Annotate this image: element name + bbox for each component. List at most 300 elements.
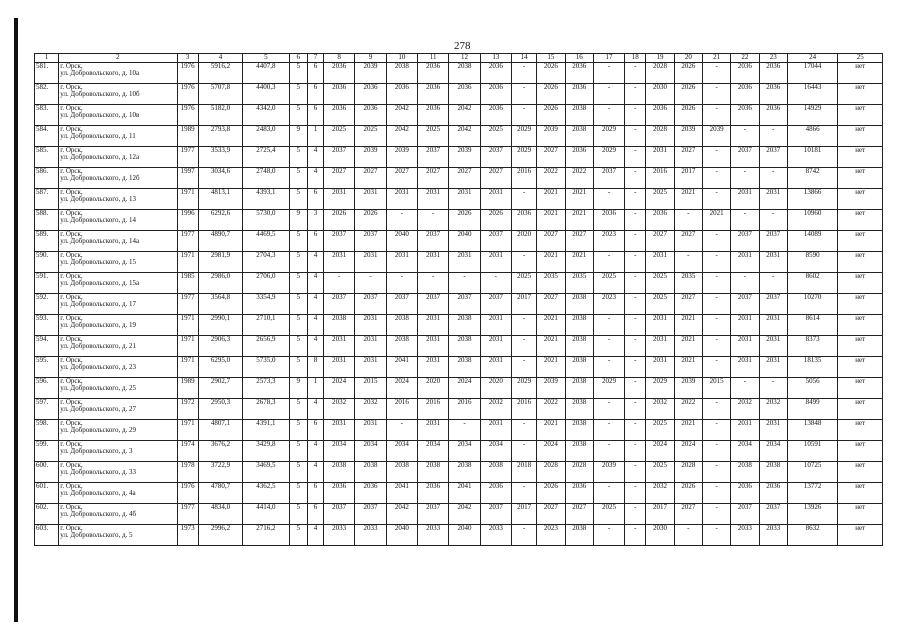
data-cell: 2031: [418, 420, 449, 441]
data-cell: 2678,3: [243, 399, 289, 420]
data-cell: -: [625, 336, 646, 357]
data-cell: 16443: [787, 84, 838, 105]
data-cell: 14089: [787, 231, 838, 252]
address-street: ул. Добровольского, д. 10а: [60, 69, 140, 78]
data-cell: 2037: [480, 231, 511, 252]
data-cell: 8499: [787, 399, 838, 420]
data-cell: 2950,3: [198, 399, 242, 420]
data-cell: 2031: [646, 357, 674, 378]
data-cell: 2037: [355, 231, 386, 252]
data-cell: 2021: [565, 210, 593, 231]
table-row: [35, 147, 883, 168]
data-cell: 1976: [177, 63, 198, 84]
data-cell: 2031: [418, 252, 449, 273]
address-street: ул. Добровольского, д. 4б: [60, 510, 137, 519]
address-street: ул. Добровольского, д. 10б: [60, 90, 140, 99]
data-cell: -: [702, 168, 730, 189]
data-cell: 2038: [565, 126, 593, 147]
data-cell: 2036: [731, 63, 759, 84]
data-cell: 8: [307, 357, 323, 378]
address-cell: [59, 168, 177, 189]
column-header: 5: [243, 54, 289, 63]
data-cell: 2027: [386, 168, 417, 189]
data-cell: 2038: [449, 357, 480, 378]
data-cell: 2027: [480, 168, 511, 189]
table-row: [35, 231, 883, 252]
data-cell: 2710,1: [243, 315, 289, 336]
column-header: 1: [35, 54, 59, 63]
data-cell: 2036: [418, 63, 449, 84]
data-cell: 4: [307, 525, 323, 546]
data-cell: 2036: [480, 63, 511, 84]
address-city: г. Орск,: [60, 356, 83, 364]
data-cell: 2023: [593, 231, 624, 252]
address-street: ул. Добровольского, д. 13: [60, 195, 137, 204]
data-cell: 2025: [646, 420, 674, 441]
data-cell: 2036: [355, 105, 386, 126]
data-cell: 2037: [731, 294, 759, 315]
data-cell: 6: [307, 420, 323, 441]
data-cell: 2035: [537, 273, 565, 294]
data-cell: -: [511, 84, 536, 105]
data-cell: 2037: [593, 168, 624, 189]
data-cell: 2725,4: [243, 147, 289, 168]
data-cell: 5735,0: [243, 357, 289, 378]
data-cell: 13926: [787, 504, 838, 525]
data-cell: 2990,1: [198, 315, 242, 336]
data-cell: 2031: [324, 336, 355, 357]
data-cell: 2031: [386, 252, 417, 273]
table-row: [35, 105, 883, 126]
data-cell: 2033: [759, 525, 787, 546]
data-cell: 2040: [386, 231, 417, 252]
data-cell: 5: [289, 63, 307, 84]
column-header: 14: [511, 54, 536, 63]
data-cell: 2037: [324, 231, 355, 252]
data-cell: 10181: [787, 147, 838, 168]
data-cell: 2037: [355, 294, 386, 315]
data-cell: -: [625, 84, 646, 105]
data-cell: 1971: [177, 189, 198, 210]
data-cell: 2031: [646, 252, 674, 273]
table-row: [35, 84, 883, 105]
data-cell: 2038: [565, 378, 593, 399]
data-cell: 2026: [355, 210, 386, 231]
data-cell: -: [702, 441, 730, 462]
data-cell: 2021: [537, 336, 565, 357]
column-header: 19: [646, 54, 674, 63]
data-cell: 2031: [759, 252, 787, 273]
row-number: 600.: [35, 462, 59, 483]
data-cell: 2025: [646, 189, 674, 210]
data-cell: 2037: [418, 147, 449, 168]
data-cell: 2037: [759, 504, 787, 525]
data-cell: -: [418, 273, 449, 294]
column-header: 2: [59, 54, 177, 63]
table-row: [35, 441, 883, 462]
data-cell: -: [759, 378, 787, 399]
data-cell: 3533,9: [198, 147, 242, 168]
data-cell: 2036: [646, 210, 674, 231]
data-cell: 2038: [449, 462, 480, 483]
data-cell: 4807,1: [198, 420, 242, 441]
data-cell: -: [511, 252, 536, 273]
data-cell: 2036: [418, 105, 449, 126]
data-cell: 4813,1: [198, 189, 242, 210]
data-cell: -: [324, 273, 355, 294]
data-cell: 2025: [480, 126, 511, 147]
data-cell: -: [625, 378, 646, 399]
data-cell: 2038: [386, 63, 417, 84]
data-cell: 2031: [386, 189, 417, 210]
address-cell: [59, 504, 177, 525]
data-cell: 2027: [674, 147, 702, 168]
data-cell: 2031: [324, 357, 355, 378]
data-cell: 2036: [324, 63, 355, 84]
data-cell: 2025: [355, 126, 386, 147]
data-cell: 2036: [324, 84, 355, 105]
data-cell: 2031: [731, 189, 759, 210]
data-cell: -: [593, 63, 624, 84]
data-cell: 2018: [511, 462, 536, 483]
data-cell: 13866: [787, 189, 838, 210]
data-cell: 2024: [324, 378, 355, 399]
data-cell: 2037: [418, 294, 449, 315]
data-cell: 2034: [480, 441, 511, 462]
data-cell: 2038: [386, 462, 417, 483]
column-header: 6: [289, 54, 307, 63]
data-cell: 2036: [565, 63, 593, 84]
data-cell: 2656,9: [243, 336, 289, 357]
data-cell: -: [625, 441, 646, 462]
data-cell: 1971: [177, 252, 198, 273]
address-cell: [59, 420, 177, 441]
data-cell: -: [593, 399, 624, 420]
data-cell: 2036: [418, 483, 449, 504]
data-cell: 1989: [177, 126, 198, 147]
row-number: 594.: [35, 336, 59, 357]
data-cell: 2029: [593, 378, 624, 399]
data-cell: -: [625, 168, 646, 189]
data-cell: 3: [307, 210, 323, 231]
data-cell: 2020: [511, 231, 536, 252]
address-city: г. Орск,: [60, 251, 83, 259]
data-cell: 2031: [646, 336, 674, 357]
data-cell: 9: [289, 378, 307, 399]
data-cell: 2029: [646, 378, 674, 399]
address-street: ул. Добровольского, д. 19: [60, 321, 137, 330]
data-cell: 2037: [759, 294, 787, 315]
column-header: 24: [787, 54, 838, 63]
data-cell: 2026: [674, 63, 702, 84]
address-city: г. Орск,: [60, 104, 83, 112]
data-cell: 1: [307, 378, 323, 399]
data-cell: 2038: [565, 357, 593, 378]
data-cell: 2031: [355, 336, 386, 357]
data-cell: -: [702, 483, 730, 504]
row-number: 582.: [35, 84, 59, 105]
data-cell: 6292,6: [198, 210, 242, 231]
data-cell: 2026: [537, 105, 565, 126]
table-row: [35, 378, 883, 399]
data-cell: 4: [307, 399, 323, 420]
data-cell: -: [625, 147, 646, 168]
data-cell: 5: [289, 168, 307, 189]
column-header: 3: [177, 54, 198, 63]
data-cell: 2031: [759, 357, 787, 378]
data-cell: -: [759, 273, 787, 294]
data-cell: 2036: [324, 483, 355, 504]
table-row: [35, 210, 883, 231]
data-cell: 1971: [177, 336, 198, 357]
data-cell: 2039: [593, 462, 624, 483]
column-header: 12: [449, 54, 480, 63]
data-cell: 1976: [177, 84, 198, 105]
data-cell: 2024: [449, 378, 480, 399]
table-row: [35, 399, 883, 420]
data-cell: 2981,9: [198, 252, 242, 273]
data-cell: 2027: [537, 147, 565, 168]
data-cell: 2032: [480, 399, 511, 420]
row-number: 596.: [35, 378, 59, 399]
data-cell: 2036: [565, 483, 593, 504]
data-cell: 2034: [418, 441, 449, 462]
data-cell: -: [625, 252, 646, 273]
data-cell: 2027: [674, 231, 702, 252]
data-cell: 2032: [731, 399, 759, 420]
data-cell: 2031: [731, 336, 759, 357]
address-cell: [59, 231, 177, 252]
housing-register-table: [34, 53, 883, 546]
data-cell: 2042: [386, 126, 417, 147]
data-cell: 2039: [537, 378, 565, 399]
table-row: [35, 462, 883, 483]
data-cell: 2036: [565, 147, 593, 168]
data-cell: 2036: [355, 84, 386, 105]
data-cell: 5: [289, 231, 307, 252]
data-cell: 2042: [449, 504, 480, 525]
address-cell: [59, 252, 177, 273]
data-cell: 4342,0: [243, 105, 289, 126]
data-cell: 5916,2: [198, 63, 242, 84]
data-cell: 4407,8: [243, 63, 289, 84]
data-cell: -: [511, 189, 536, 210]
data-cell: 4362,5: [243, 483, 289, 504]
data-cell: 2027: [324, 168, 355, 189]
data-cell: 2026: [674, 105, 702, 126]
data-cell: 2041: [449, 483, 480, 504]
data-cell: 2031: [355, 315, 386, 336]
table-row: [35, 294, 883, 315]
address-city: г. Орск,: [60, 188, 83, 196]
data-cell: 3354,9: [243, 294, 289, 315]
data-cell: 2034: [449, 441, 480, 462]
data-cell: -: [702, 294, 730, 315]
data-cell: 2020: [418, 378, 449, 399]
data-cell: 2030: [646, 84, 674, 105]
data-cell: 2031: [355, 189, 386, 210]
row-number: 584.: [35, 126, 59, 147]
data-cell: 2037: [324, 504, 355, 525]
data-cell: -: [449, 273, 480, 294]
data-cell: 1973: [177, 525, 198, 546]
data-cell: 2023: [593, 294, 624, 315]
data-cell: -: [625, 273, 646, 294]
data-cell: 2027: [646, 231, 674, 252]
data-cell: -: [625, 462, 646, 483]
data-cell: 2037: [731, 504, 759, 525]
data-cell: -: [702, 273, 730, 294]
data-cell: 2017: [674, 168, 702, 189]
data-cell: 2037: [418, 231, 449, 252]
data-cell: 2038: [449, 315, 480, 336]
page-number: 278: [454, 40, 471, 52]
data-cell: -: [625, 525, 646, 546]
data-cell: -: [702, 420, 730, 441]
address-street: ул. Добровольского, д. 12а: [60, 153, 140, 162]
data-cell: 1978: [177, 462, 198, 483]
data-cell: 2038: [324, 315, 355, 336]
data-cell: 5: [289, 399, 307, 420]
data-cell: -: [593, 315, 624, 336]
table-row: [35, 504, 883, 525]
data-cell: 2016: [386, 399, 417, 420]
data-cell: 2031: [480, 336, 511, 357]
data-cell: 2031: [646, 315, 674, 336]
data-cell: 2038: [480, 462, 511, 483]
data-cell: 2032: [324, 399, 355, 420]
data-cell: 2021: [537, 315, 565, 336]
data-cell: 2038: [386, 336, 417, 357]
address-city: г. Орск,: [60, 377, 83, 385]
address-street: ул. Добровольского, д. 15а: [60, 279, 140, 288]
data-cell: 2027: [674, 504, 702, 525]
data-cell: 2037: [449, 294, 480, 315]
data-cell: 2028: [646, 63, 674, 84]
data-cell: 2031: [759, 315, 787, 336]
data-cell: 2021: [537, 420, 565, 441]
data-cell: -: [702, 315, 730, 336]
data-cell: -: [702, 525, 730, 546]
data-cell: 3429,8: [243, 441, 289, 462]
data-cell: 2028: [646, 126, 674, 147]
address-street: ул. Добровольского, д. 15: [60, 258, 137, 267]
data-cell: -: [386, 210, 417, 231]
data-cell: 5: [289, 189, 307, 210]
data-cell: 2027: [537, 294, 565, 315]
data-cell: нет: [838, 399, 883, 420]
data-cell: 2037: [355, 504, 386, 525]
address-street: ул. Добровольского, д. 27: [60, 405, 137, 414]
data-cell: 5: [289, 504, 307, 525]
column-header: 16: [565, 54, 593, 63]
address-cell: [59, 294, 177, 315]
data-cell: 2036: [565, 84, 593, 105]
data-cell: 2031: [418, 357, 449, 378]
data-cell: 4890,7: [198, 231, 242, 252]
data-cell: -: [625, 399, 646, 420]
data-cell: 2016: [511, 168, 536, 189]
data-cell: -: [449, 420, 480, 441]
data-cell: нет: [838, 147, 883, 168]
data-cell: 2031: [480, 357, 511, 378]
data-cell: -: [511, 336, 536, 357]
data-cell: 2031: [355, 420, 386, 441]
data-cell: 2038: [565, 315, 593, 336]
data-cell: 2038: [565, 441, 593, 462]
data-cell: 5: [289, 441, 307, 462]
data-cell: 6: [307, 504, 323, 525]
data-cell: 2039: [674, 378, 702, 399]
data-cell: -: [593, 84, 624, 105]
data-cell: 2034: [386, 441, 417, 462]
data-cell: -: [759, 126, 787, 147]
data-cell: 2039: [537, 126, 565, 147]
data-cell: 2031: [449, 252, 480, 273]
data-cell: 2039: [674, 126, 702, 147]
address-city: г. Орск,: [60, 503, 83, 511]
data-cell: 2017: [511, 294, 536, 315]
data-cell: 2027: [418, 168, 449, 189]
data-cell: 2024: [537, 441, 565, 462]
column-header: 18: [625, 54, 646, 63]
data-cell: 2037: [324, 294, 355, 315]
column-header: 15: [537, 54, 565, 63]
data-cell: 2025: [418, 126, 449, 147]
address-cell: [59, 189, 177, 210]
row-number: 603.: [35, 525, 59, 546]
data-cell: -: [702, 336, 730, 357]
data-cell: 2036: [480, 483, 511, 504]
address-street: ул. Добровольского, д. 4а: [60, 489, 136, 498]
data-cell: 2023: [537, 525, 565, 546]
table-row: [35, 252, 883, 273]
data-cell: нет: [838, 63, 883, 84]
column-header: 13: [480, 54, 511, 63]
data-cell: 2037: [480, 504, 511, 525]
data-cell: 2037: [386, 294, 417, 315]
data-cell: 3676,2: [198, 441, 242, 462]
column-header: 20: [674, 54, 702, 63]
data-cell: 2038: [565, 336, 593, 357]
data-cell: 2036: [731, 105, 759, 126]
data-cell: 2036: [324, 105, 355, 126]
data-cell: 2716,2: [243, 525, 289, 546]
data-cell: 2037: [480, 147, 511, 168]
data-cell: 9: [289, 210, 307, 231]
data-cell: -: [702, 399, 730, 420]
data-cell: 5: [289, 147, 307, 168]
address-street: ул. Добровольского, д. 33: [60, 468, 137, 477]
data-cell: 8602: [787, 273, 838, 294]
data-cell: 2021: [674, 357, 702, 378]
data-cell: -: [702, 147, 730, 168]
data-cell: 2021: [537, 252, 565, 273]
data-cell: 2031: [418, 315, 449, 336]
row-number: 593.: [35, 315, 59, 336]
data-cell: 2036: [731, 84, 759, 105]
column-header: 25: [838, 54, 883, 63]
data-cell: 2027: [537, 504, 565, 525]
data-cell: 4400,3: [243, 84, 289, 105]
data-cell: -: [511, 420, 536, 441]
row-number: 589.: [35, 231, 59, 252]
data-cell: 13848: [787, 420, 838, 441]
table-row: [35, 420, 883, 441]
data-cell: 2986,0: [198, 273, 242, 294]
data-cell: -: [759, 210, 787, 231]
table-row: [35, 357, 883, 378]
